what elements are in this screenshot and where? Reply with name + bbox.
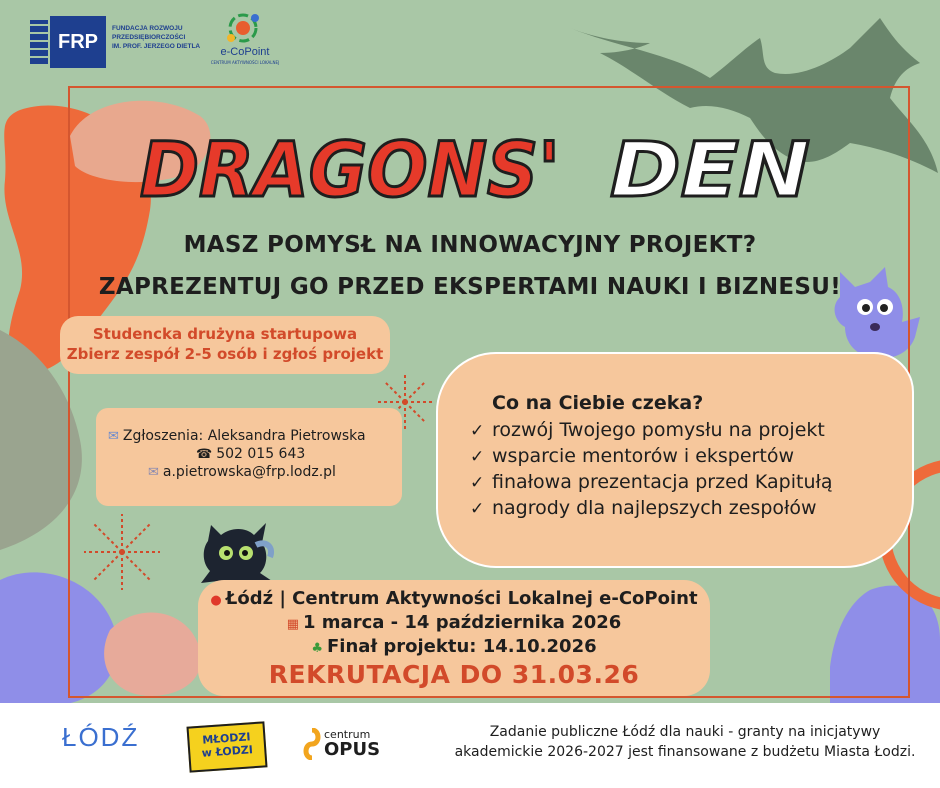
footer-text-line-1: Zadanie publiczne Łódź dla nauki - granty na inicjatywy xyxy=(489,724,881,740)
ecopoint-logo xyxy=(210,10,280,70)
check-icon: ✓ xyxy=(470,421,485,441)
mlodzi-logo xyxy=(186,721,267,772)
mail-icon: ✉ xyxy=(108,429,119,444)
frp-name-line-2: PRZEDSIĘBIORCZOŚCI xyxy=(112,34,186,41)
benefit-item xyxy=(470,419,825,441)
lodz-logo: ŁÓDŹ xyxy=(62,722,140,752)
benefit-text: finałowa prezentacja przed Kapitułą xyxy=(492,471,833,493)
footer-text-line-2: akademickie 2026-2027 jest finansowane z budżetu Miasta Łodzi. xyxy=(454,744,916,760)
title xyxy=(140,118,840,218)
team-line-2: Zbierz zespół 2-5 osób i zgłoś projekt xyxy=(66,345,384,363)
footer-funding-text xyxy=(440,722,930,762)
contact-applications xyxy=(108,428,366,444)
dragon-icon: ♣ xyxy=(311,641,324,656)
check-icon: ✓ xyxy=(470,447,485,467)
opus-logo-small: centrum xyxy=(324,728,371,741)
benefits-heading: Co na Ciebie czeka? xyxy=(492,392,704,414)
title-part-2: DEN xyxy=(610,125,810,214)
opus-logo-big: OPUS xyxy=(324,739,381,760)
event-dates-text: 1 marca - 14 października 2026 xyxy=(303,612,622,633)
recruitment-deadline: REKRUTACJA DO 31.03.26 xyxy=(268,660,640,689)
benefit-item xyxy=(470,471,833,493)
contact-applications-text: Zgłoszenia: Aleksandra Pietrowska xyxy=(122,428,366,444)
location-pin-icon: ● xyxy=(210,593,222,608)
benefit-text: rozwój Twojego pomysłu na projekt xyxy=(492,419,825,441)
benefit-item xyxy=(470,445,794,467)
frp-name-line-1: FUNDACJA ROZWOJU xyxy=(112,25,183,32)
mlodzi-logo-line-1: MŁODZI xyxy=(201,730,251,747)
ecopoint-sub: CENTRUM AKTYWNOŚCI LOKALNEJ xyxy=(210,60,280,65)
headline-line-2: ZAPREZENTUJ GO PRZED EKSPERTAMI NAUKI I BIZNESU! xyxy=(98,274,842,300)
contact-email-text: a.pietrowska@frp.lodz.pl xyxy=(162,464,336,480)
mlodzi-logo-line-2: w ŁODZI xyxy=(201,743,254,760)
ecopoint-name: e-CoPoint xyxy=(220,46,270,58)
benefit-text: wsparcie mentorów i ekspertów xyxy=(492,445,794,467)
calendar-icon: ▦ xyxy=(286,617,299,632)
contact-phone-text: 502 015 643 xyxy=(216,446,306,462)
check-icon: ✓ xyxy=(470,473,485,493)
ecopoint-logo-mark xyxy=(225,10,261,46)
event-final xyxy=(198,636,710,657)
check-icon: ✓ xyxy=(470,499,485,519)
frp-logo-text: FRP xyxy=(50,16,106,68)
contact-phone[interactable] xyxy=(196,446,305,462)
frp-name-line-3: IM. PROF. JERZEGO DIETLA xyxy=(112,43,201,50)
headline-line-1: MASZ POMYSŁ NA INNOWACYJNY PROJEKT? xyxy=(183,232,757,258)
contact-email[interactable] xyxy=(148,464,336,480)
frp-name xyxy=(112,24,200,51)
event-dates xyxy=(198,612,710,633)
benefit-item xyxy=(470,497,817,519)
frp-logo xyxy=(30,16,106,68)
mail-icon: ✉ xyxy=(148,465,159,480)
benefit-text: nagrody dla najlepszych zespołów xyxy=(492,497,817,519)
phone-icon: ☎ xyxy=(196,447,213,462)
opus-logo-mark xyxy=(302,728,322,760)
event-location xyxy=(198,588,710,609)
event-location-text: Łódź | Centrum Aktywności Lokalnej e-CoPoint xyxy=(225,588,698,609)
event-final-text: Finał projektu: 14.10.2026 xyxy=(327,636,597,657)
title-part-1: DRAGONS' xyxy=(140,125,560,214)
team-line-1: Studencka drużyna startupowa xyxy=(92,325,358,343)
